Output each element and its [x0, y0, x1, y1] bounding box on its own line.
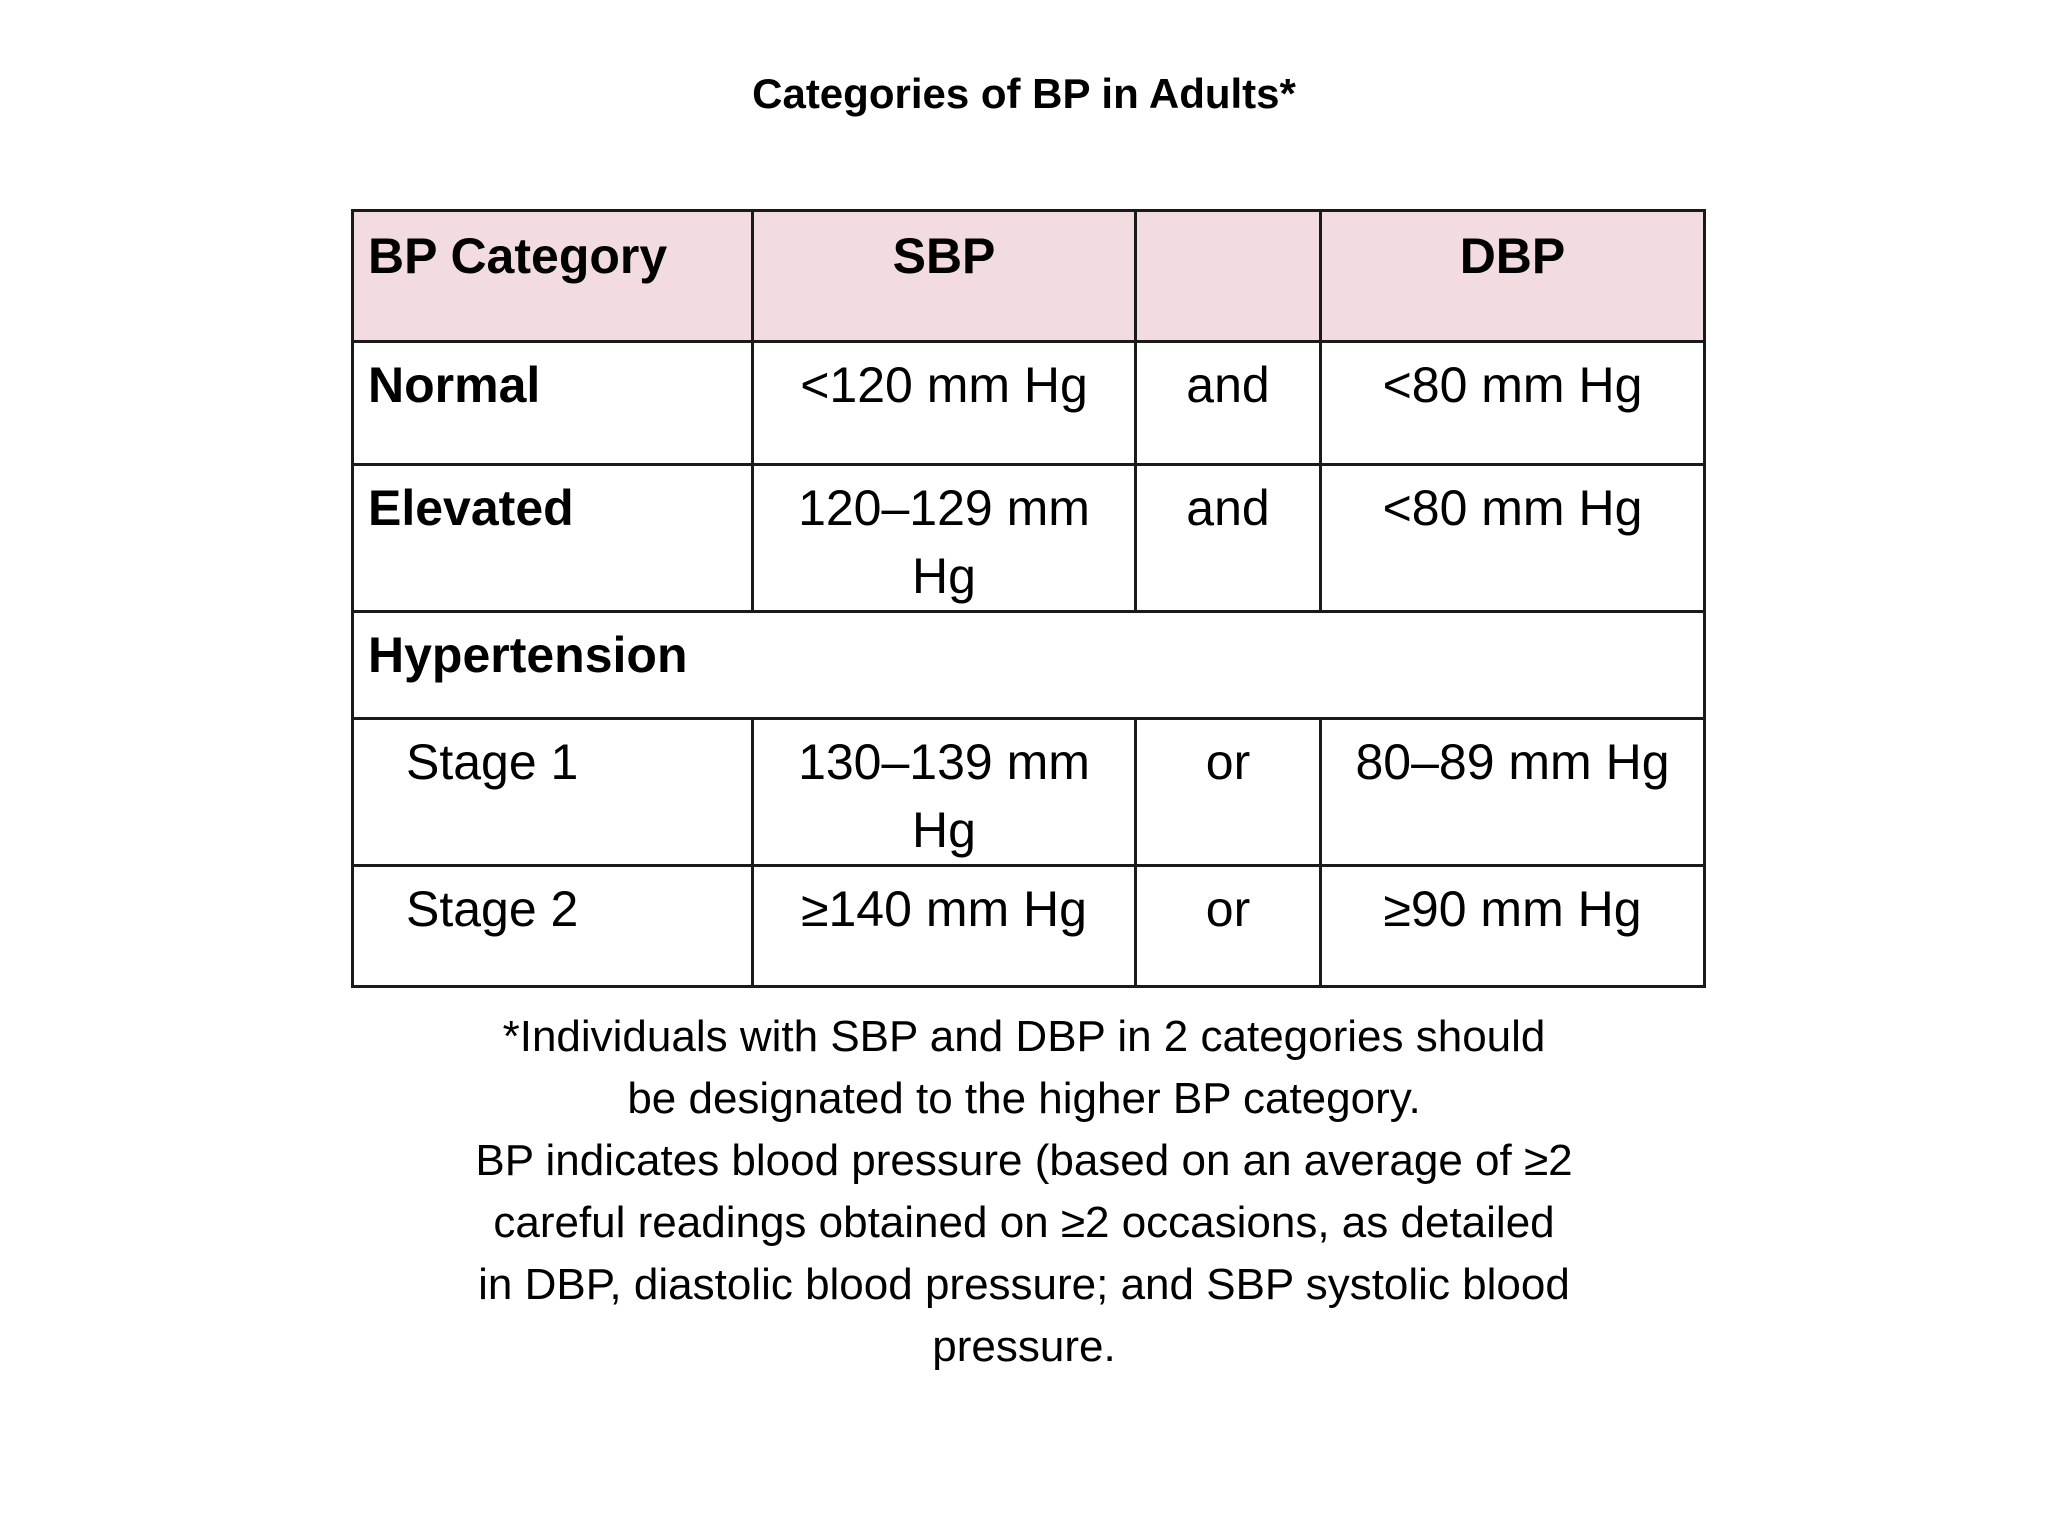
- conjunction-cell: and: [1136, 465, 1321, 612]
- table-row-stage-2: [353, 866, 1705, 987]
- bp-categories-table: [351, 209, 1706, 988]
- conjunction-cell: or: [1136, 866, 1321, 987]
- header-conjunction: [1136, 211, 1321, 342]
- table-row-elevated: [353, 465, 1705, 612]
- dbp-cell: <80 mm Hg: [1321, 342, 1705, 465]
- category-cell-hypertension: Hypertension: [353, 612, 1705, 719]
- category-cell: Stage 1: [353, 719, 753, 866]
- header-dbp: DBP: [1321, 211, 1705, 342]
- footnote: [474, 1006, 1574, 1378]
- dbp-cell: 80–89 mm Hg: [1321, 719, 1705, 866]
- table-header-row: [353, 211, 1705, 342]
- table-row-normal: [353, 342, 1705, 465]
- sbp-cell: ≥140 mm Hg: [753, 866, 1136, 987]
- category-cell: Stage 2: [353, 866, 753, 987]
- footnote-abbreviations: BP indicates blood pressure (based on an average of ≥2 careful readings obtained on ≥2 occasions, as detailed in DBP, diastolic blood pressure; and SBP systolic blood pressure.: [475, 1136, 1573, 1371]
- header-bp-category: BP Category: [353, 211, 753, 342]
- sbp-cell: <120 mm Hg: [753, 342, 1136, 465]
- dbp-cell: <80 mm Hg: [1321, 465, 1705, 612]
- table-row-hypertension: [353, 612, 1705, 719]
- table-row-stage-1: [353, 719, 1705, 866]
- conjunction-cell: and: [1136, 342, 1321, 465]
- header-sbp: SBP: [753, 211, 1136, 342]
- sbp-cell: 120–129 mm Hg: [753, 465, 1136, 612]
- category-cell: Elevated: [353, 465, 753, 612]
- conjunction-cell: or: [1136, 719, 1321, 866]
- sbp-cell: 130–139 mm Hg: [753, 719, 1136, 866]
- page-title: Categories of BP in Adults*: [752, 70, 1296, 117]
- category-cell: Normal: [353, 342, 753, 465]
- footnote-asterisk-note: *Individuals with SBP and DBP in 2 categories should be designated to the higher BP category.: [502, 1012, 1546, 1123]
- dbp-cell: ≥90 mm Hg: [1321, 866, 1705, 987]
